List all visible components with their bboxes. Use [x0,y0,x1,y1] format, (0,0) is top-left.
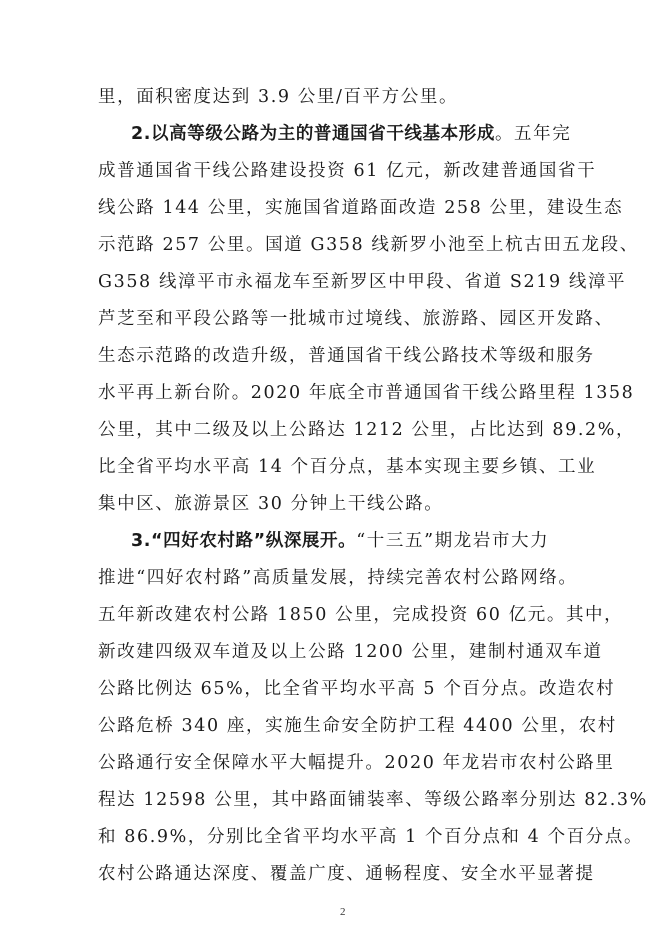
paragraph-line: 水平再上新台阶。2020 年底全市普通国省干线公路里程 1358 [98,383,635,403]
paragraph-line: 公路比例达 65%，比全省平均水平高 5 个百分点。改造农村 [98,679,616,699]
paragraph-line: 程达 12598 公里，其中路面铺装率、等级公路率分别达 82.3% [98,790,648,810]
paragraph-line: 公路通行安全保障水平大幅提升。2020 年龙岩市农村公路里 [98,753,615,773]
paragraph-line: 集中区、旅游景区 30 分钟上干线公路。 [98,494,444,514]
paragraph-line: 生态示范路的改造升级，普通国省干线公路技术等级和服务 [98,346,595,366]
paragraph-line: 五年新改建农村公路 1850 公里，完成投资 60 亿元。其中， [98,605,624,625]
paragraph-line: 示范路 257 公里。国道 G358 线新罗小池至上杭古田五龙段、 [98,235,639,255]
paragraph-line: 和 86.9%，分别比全省平均水平高 1 个百分点和 4 个百分点。 [98,827,644,847]
paragraph-line: 公路危桥 340 座，实施生命安全防护工程 4400 公里，农村 [98,716,617,736]
paragraph-line: 新改建四级双车道及以上公路 1200 公里，建制村通双车道 [98,642,603,662]
paragraph-line: 比全省平均水平高 14 个百分点，基本实现主要乡镇、工业 [98,457,597,477]
paragraph-line: 芦芝至和平段公路等一批城市过境线、旅游路、园区开发路、 [98,309,614,329]
paragraph-line: 农村公路通达深度、覆盖广度、通畅程度、安全水平显著提 [98,864,595,884]
section-heading-line: 3.“四好农村路”纵深展开。“十三五”期龙岩市大力 [131,531,550,551]
page-number: 2 [340,906,346,918]
paragraph-line: 推进“四好农村路”高质量发展，持续完善农村公路网络。 [98,568,578,588]
paragraph-line: 线公路 144 公里，实施国省道路面改造 258 公里，建设生态 [98,198,624,218]
section-heading: 2.以高等级公路为主的普通国省干线基本形成 [131,124,495,144]
paragraph-line: 里，面积密度达到 3.9 公里/百平方公里。 [98,87,459,107]
section-heading: 3.“四好农村路”纵深展开。 [131,531,357,551]
paragraph-line: G358 线漳平市永福龙车至新罗区中甲段、省道 S219 线漳平 [98,272,627,292]
paragraph-line: 成普通国省干线公路建设投资 61 亿元，新改建普通国省干 [98,161,597,181]
paragraph-line: 公里，其中二级及以上公路达 1212 公里，占比达到 89.2%， [98,420,636,440]
section-heading-line: 2.以高等级公路为主的普通国省干线基本形成。五年完 [131,124,572,144]
